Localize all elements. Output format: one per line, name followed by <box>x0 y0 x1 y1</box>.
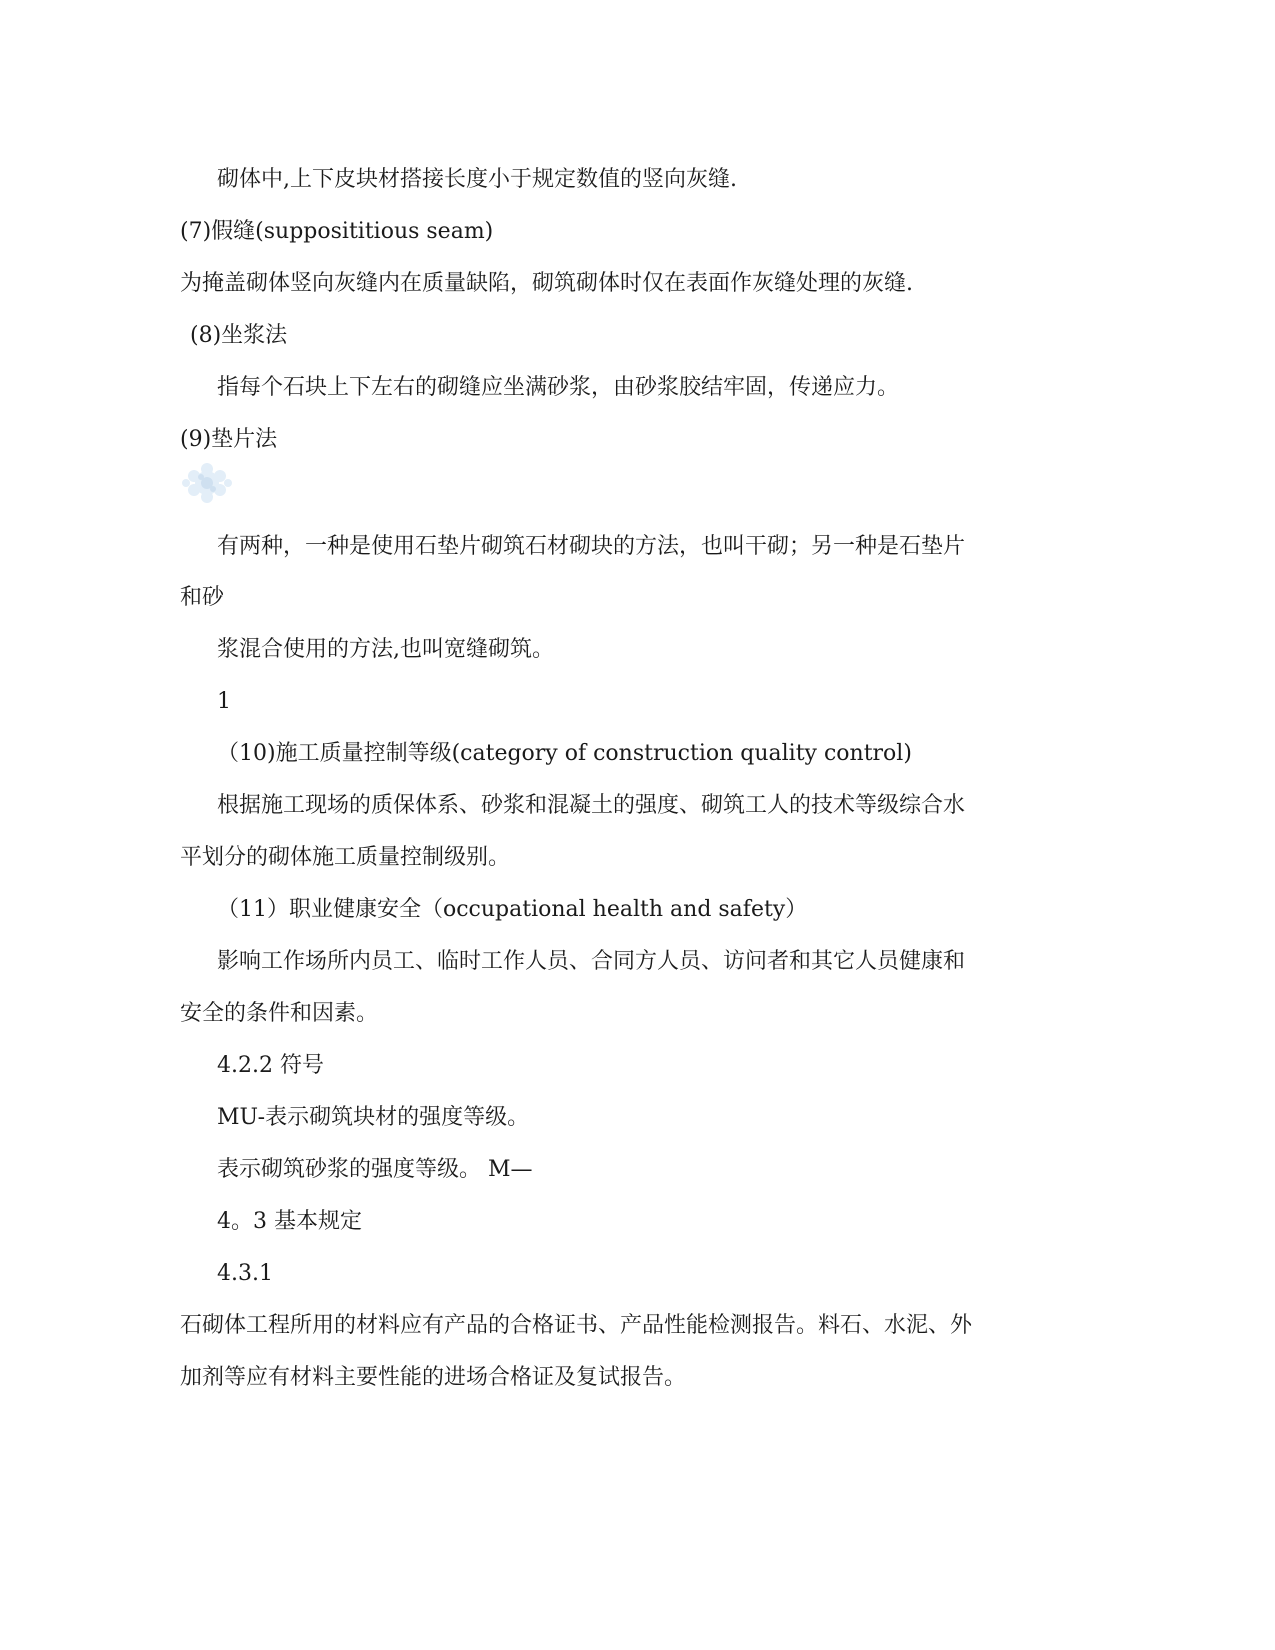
section-heading-10: （10)施工质量控制等级(category of construction quality control) <box>217 741 912 766</box>
text-line: 浆混合使用的方法,也叫宽缝砌筑。 <box>217 637 554 662</box>
text-line: 砌体中,上下皮块材搭接长度小于规定数值的竖向灰缝. <box>217 167 737 192</box>
section-heading-11: （11）职业健康安全（occupational health and safety） <box>217 897 808 922</box>
section-heading-basic-rules: 4。3 基本规定 <box>217 1209 362 1234</box>
text-line: 指每个石块上下左右的砌缝应坐满砂浆，由砂浆胶结牢固，传递应力。 <box>217 375 900 400</box>
text-line: 加剂等应有材料主要性能的进场合格证及复试报告。 <box>180 1365 687 1390</box>
text-line: 石砌体工程所用的材料应有产品的合格证书、产品性能检测报告。料石、水泥、外 <box>180 1313 973 1338</box>
snowflake-watermark-icon <box>181 461 233 505</box>
section-heading-7: (7)假缝(supposititious seam) <box>180 219 494 244</box>
text-line: 表示砌筑砂浆的强度等级。 M— <box>217 1157 533 1182</box>
text-line: 根据施工现场的质保体系、砂浆和混凝土的强度、砌筑工人的技术等级综合水 <box>217 793 966 818</box>
page-number: 1 <box>217 689 231 714</box>
text-line: 影响工作场所内员工、临时工作人员、合同方人员、访问者和其它人员健康和 <box>217 949 966 974</box>
section-heading-symbols: 4.2.2 符号 <box>217 1053 324 1078</box>
text-line: 和砂 <box>180 585 225 610</box>
text-line: 安全的条件和因素。 <box>180 1001 379 1026</box>
clause-number: 4.3.1 <box>217 1261 273 1286</box>
section-heading-8: (8)坐浆法 <box>190 323 288 348</box>
section-heading-9: (9)垫片法 <box>180 427 278 452</box>
text-line: 平划分的砌体施工质量控制级别。 <box>180 845 511 870</box>
text-line: MU-表示砌筑块材的强度等级。 <box>217 1105 530 1130</box>
text-line: 为掩盖砌体竖向灰缝内在质量缺陷，砌筑砌体时仅在表面作灰缝处理的灰缝. <box>180 271 913 296</box>
text-line: 有两种，一种是使用石垫片砌筑石材砌块的方法，也叫干砌；另一种是石垫片 <box>217 534 966 559</box>
